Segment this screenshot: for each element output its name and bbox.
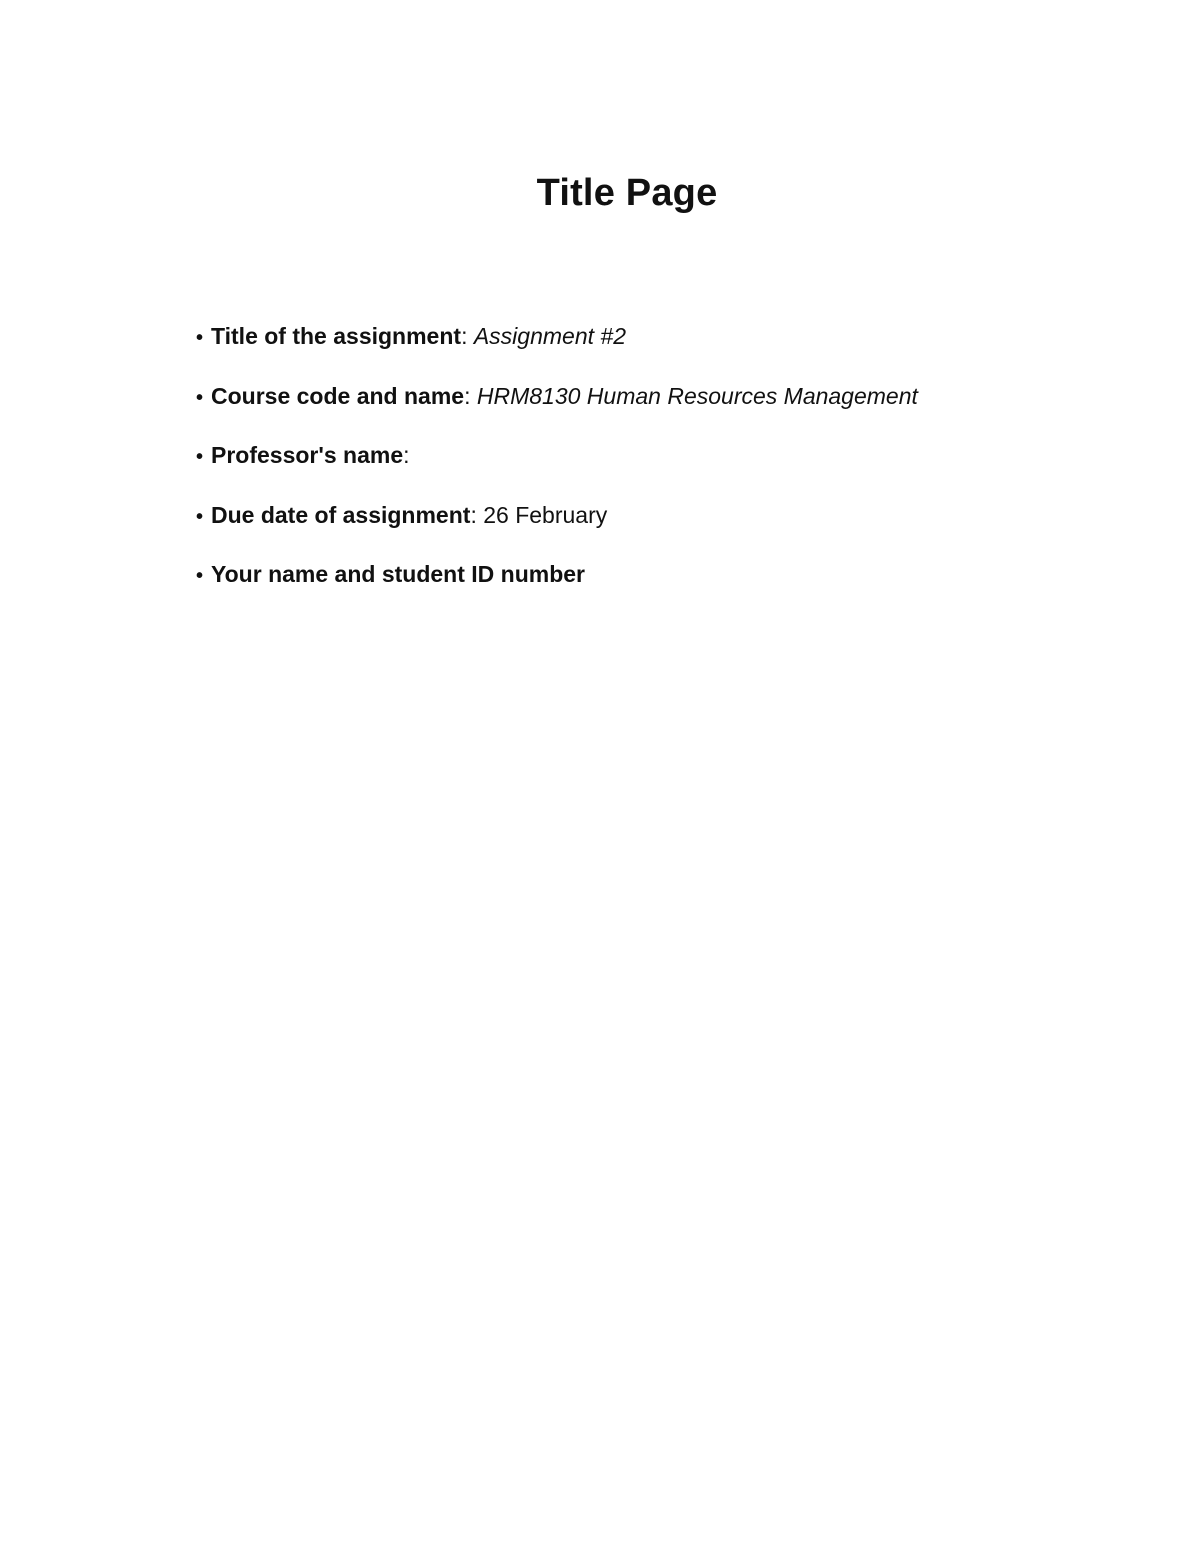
item-label: Due date of assignment bbox=[211, 501, 471, 528]
item-value: HRM8130 Human Resources Management bbox=[476, 382, 918, 409]
item-label: Course code and name bbox=[211, 382, 465, 409]
bullet-icon: • bbox=[196, 327, 204, 349]
page-title: Title Page bbox=[536, 172, 718, 214]
bullet-icon: • bbox=[196, 505, 204, 528]
item-label: Professor's name bbox=[211, 442, 404, 469]
list-item-student bbox=[196, 556, 918, 616]
item-separator: : bbox=[461, 323, 474, 349]
item-label: Your name and student ID number bbox=[211, 561, 585, 588]
list-item-professor bbox=[196, 437, 918, 497]
bullet-icon: • bbox=[196, 386, 204, 409]
item-label: Title of the assignment bbox=[211, 323, 462, 349]
bullet-icon: • bbox=[196, 565, 204, 588]
item-separator: : bbox=[464, 382, 477, 409]
item-separator: : bbox=[470, 501, 484, 528]
list-item-due-date bbox=[196, 497, 918, 557]
list-item-assignment-title bbox=[196, 318, 918, 378]
title-page-info-list bbox=[196, 318, 918, 616]
list-item-course bbox=[196, 378, 918, 438]
bullet-icon: • bbox=[196, 446, 204, 469]
item-value: Assignment #2 bbox=[473, 323, 626, 349]
item-separator: : bbox=[403, 442, 410, 469]
item-value: 26 February bbox=[483, 501, 608, 528]
